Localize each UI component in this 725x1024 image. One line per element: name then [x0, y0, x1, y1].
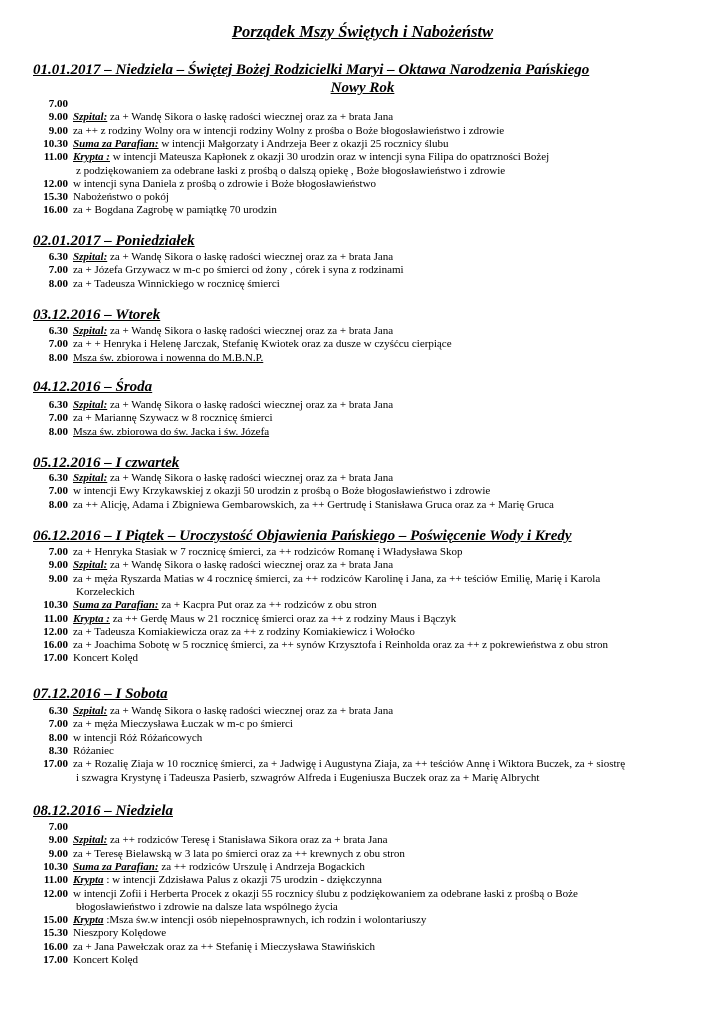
entry-time: 17.00 — [43, 954, 68, 966]
entry-intention — [73, 264, 713, 277]
entry-time: 8.00 — [48, 425, 68, 438]
schedule-entry — [0, 861, 725, 874]
schedule-entry — [0, 732, 725, 745]
entry-time: 6.30 — [48, 399, 68, 411]
entry-time: 6.30 — [48, 472, 68, 484]
entry-intention — [73, 178, 713, 191]
schedule-entry — [0, 352, 725, 365]
entry-time: 7.00 — [48, 338, 68, 351]
schedule-entry — [0, 941, 725, 954]
schedule-entry — [0, 325, 725, 338]
entry-intention — [73, 745, 713, 758]
entry-time: 12.00 — [43, 177, 68, 190]
schedule-entry — [0, 151, 725, 164]
schedule-entry — [0, 191, 725, 204]
entry-text: w intencji Małgorzaty i Andrzeja Beer z okazji 25 rocznicy ślubu — [158, 137, 449, 150]
entry-intention — [73, 472, 713, 485]
entry-intention — [73, 705, 713, 718]
entry-time: 8.00 — [48, 498, 68, 511]
entry-text: za + Bogdana Zagrobę w pamiątkę 70 urodzin — [73, 204, 277, 217]
schedule-entry — [0, 954, 725, 967]
entry-text: za ++ Alicję, Adama i Zbigniewa Gembarowskich, za ++ Gertrudę i Stanisława Gruca oraz za + Marię Gruca — [73, 498, 554, 511]
entry-time: 6.30 — [48, 251, 68, 263]
entry-location-label: Krypta : — [73, 151, 110, 164]
entry-intention — [73, 834, 713, 847]
schedule-entry — [0, 718, 725, 731]
entry-text: w intencji Zofii i Herberta Procek z okazji 55 rocznicy ślubu z podziękowaniem za odebrane łaski z prośbą o Boże — [73, 887, 578, 900]
entry-intention — [73, 204, 713, 217]
entry-text: w intencji syna Daniela z prośbą o zdrowie i Boże błogosławieństwo — [73, 177, 377, 190]
entry-time: 8.00 — [48, 731, 68, 744]
schedule-entry — [0, 138, 725, 151]
schedule-entry — [0, 125, 725, 138]
entry-text: za + Wandę Sikora o łaskę radości wiecznej oraz za + brata Jana — [107, 472, 394, 484]
entry-text: za + Mariannę Szywacz w 8 rocznicę śmierci — [73, 412, 273, 425]
schedule-entry — [0, 178, 725, 191]
entry-intention — [73, 914, 713, 927]
entry-intention — [73, 278, 713, 291]
schedule-entry — [0, 599, 725, 612]
entry-text: za ++ rodziców Urszulę i Andrzeja Bogackich — [158, 860, 365, 873]
entry-text: Nieszpory Kolędowe — [73, 927, 167, 940]
entry-location-label: Szpital: — [73, 251, 108, 263]
entry-text: Różaniec — [73, 744, 114, 757]
schedule-entry — [0, 745, 725, 758]
entry-location-label: Suma za Parafian: — [73, 599, 159, 612]
entry-time: 11.00 — [43, 612, 68, 625]
entry-intention — [73, 111, 713, 124]
entry-time: 12.00 — [43, 625, 68, 638]
entry-text: w intencji Ewy Krzykawskiej z okazji 50 urodzin z prośbą o Boże błogosławieństwo i zdrowie — [73, 485, 491, 498]
day-heading: 01.01.2017 – Niedziela – Świętej Bożej Rodzicielki Maryi – Oktawa Narodzenia Pańskiego — [33, 62, 590, 78]
entry-location-label: Szpital: — [73, 111, 108, 124]
schedule-entry — [0, 758, 725, 771]
day-heading: 06.12.2016 – I Piątek – Uroczystość Objawienia Pańskiego – Poświęcenie Wody i Kredy — [33, 528, 572, 544]
entry-text: za + Wandę Sikora o łaskę radości wiecznej oraz za + brata Jana — [107, 559, 394, 572]
entry-intention — [73, 639, 713, 652]
entry-time: 7.00 — [48, 485, 68, 498]
entry-intention — [73, 941, 713, 954]
schedule-entry — [0, 559, 725, 572]
day-heading: 08.12.2016 – Niedziela — [33, 803, 173, 819]
schedule-entry — [0, 412, 725, 425]
entry-text: za ++ rodziców Teresę i Stanisława Sikora oraz za + brata Jana — [107, 834, 388, 847]
entry-intention — [73, 426, 713, 439]
entry-time: 6.30 — [48, 325, 68, 337]
entry-location-label: Suma za Parafian: — [73, 860, 159, 873]
entry-time: 9.00 — [48, 111, 68, 124]
schedule-entry — [0, 472, 725, 485]
entry-time: 6.30 — [48, 705, 68, 717]
entry-time: 16.00 — [43, 639, 68, 652]
entry-time: 9.00 — [48, 559, 68, 572]
schedule-entry — [0, 264, 725, 277]
entry-text: Nabożeństwo o pokój — [73, 191, 169, 204]
entry-intention — [73, 191, 713, 204]
day-heading: 02.01.2017 – Poniedziałek — [33, 233, 195, 249]
entry-text: :Msza św.w intencji osób niepełnosprawnych, ich rodzin i wolontariuszy — [103, 914, 427, 927]
entry-text: za + Rozalię Ziaja w 10 rocznicę śmierci, za + Jadwigę i Augustyna Ziaja, za ++ teściów Annę i Wiktora Buczek, za + siostrę — [73, 758, 626, 771]
entry-intention — [73, 927, 713, 940]
page-title: Porządek Mszy Świętych i Nabożeństw — [231, 22, 494, 41]
entry-intention — [73, 954, 713, 967]
entry-intention — [73, 626, 713, 639]
entry-text: za + Józefa Grzywacz w m-c po śmierci od żony , córek i syna z rodzinami — [73, 264, 404, 277]
entry-text: za + Kacpra Put oraz za ++ rodziców z obu stron — [158, 599, 377, 612]
entry-time: 10.30 — [43, 860, 68, 873]
entry-text: za + Jana Pawełczak oraz za ++ Stefanię i Mieczysława Stawińskich — [73, 940, 376, 953]
entry-intention — [73, 848, 713, 861]
entry-continuation-text: Korzeleckich — [76, 585, 135, 598]
entry-time: 7.00 — [48, 718, 68, 731]
schedule-entry — [0, 821, 725, 834]
entry-time: 8.00 — [48, 277, 68, 290]
entry-text: za + + Henryka i Helenę Jarczak, Stefanię Kwiotek oraz za dusze w czyśćcu cierpiące — [73, 338, 452, 351]
entry-location-label: Szpital: — [73, 559, 108, 572]
entry-intention — [73, 338, 713, 351]
entry-location-label: Szpital: — [73, 472, 108, 484]
entry-text: w intencji Mateusza Kapłonek z okazji 30 urodzin oraz w intencji syna Filipa do opatrzności Bożej — [109, 151, 550, 164]
entry-time: 7.00 — [48, 264, 68, 277]
entry-intention — [73, 499, 713, 512]
entry-location-label: Szpital: — [73, 399, 108, 411]
entry-time: 7.00 — [48, 412, 68, 425]
entry-text: Koncert Kolęd — [73, 652, 139, 665]
schedule-entry — [0, 834, 725, 847]
entry-intention — [73, 125, 713, 138]
entry-text: za + męża Ryszarda Matias w 4 rocznicę śmierci, za ++ rodziców Karolinę i Jana, za ++ teściów Emilię, Marię i Karola — [73, 572, 601, 585]
entry-intention — [73, 546, 713, 559]
schedule-entry — [0, 652, 725, 665]
entry-intention — [73, 758, 713, 771]
entry-text: za + Tadeusza Winnickiego w rocznicę śmierci — [73, 277, 280, 290]
schedule-entry — [0, 888, 725, 901]
entry-time: 8.00 — [48, 351, 68, 364]
schedule-entry — [0, 874, 725, 887]
schedule-entry — [0, 705, 725, 718]
entry-text: za + Henryka Stasiak w 7 rocznicę śmierci, za ++ rodziców Romanę i Władysława Skop — [73, 546, 463, 558]
entry-time: 11.00 — [43, 151, 68, 164]
entry-time: 9.00 — [48, 847, 68, 860]
entry-text: za + Teresę Bielawską w 3 lata po śmierci oraz za ++ krewnych z obu stron — [73, 847, 405, 860]
entry-intention — [73, 138, 713, 151]
entry-time: 15.30 — [43, 191, 68, 204]
entry-text: Msza św. zbiorowa i nowenna do M.B.N.P. — [73, 351, 264, 364]
entry-intention — [73, 599, 713, 612]
entry-intention — [73, 485, 713, 498]
schedule-entry — [0, 251, 725, 264]
entry-intention — [73, 888, 713, 901]
entry-intention — [73, 874, 713, 887]
entry-location-label: Suma za Parafian: — [73, 137, 159, 150]
schedule-entry — [0, 573, 725, 586]
entry-time: 11.00 — [43, 874, 68, 887]
entry-text: za + Joachima Sobotę w 5 rocznicę śmierci, za ++ synów Krzysztofa i Reinholda oraz za ++ z pokrewieństwa z obu stron — [73, 639, 609, 652]
entry-intention — [73, 412, 713, 425]
entry-text: za ++ z rodziny Wolny ora w intencji rodziny Wolny z prośba o Boże błogosławieństwo i zdrowie — [73, 124, 505, 137]
schedule-entry — [0, 613, 725, 626]
entry-location-label: Szpital: — [73, 834, 108, 847]
entry-time: 12.00 — [43, 887, 68, 900]
entry-intention — [73, 732, 713, 745]
entry-location-label: Szpital: — [73, 705, 108, 717]
entry-text: za + Wandę Sikora o łaskę radości wiecznej oraz za + brata Jana — [107, 111, 394, 124]
schedule-entry — [0, 546, 725, 559]
entry-intention — [73, 718, 713, 731]
schedule-entry — [0, 426, 725, 439]
schedule-entry — [0, 204, 725, 217]
entry-text: za + Tadeusza Komiakiewicza oraz za ++ z rodziny Komiakiewicz i Wołoćko — [73, 625, 415, 638]
schedule-entry — [0, 98, 725, 111]
entry-text: za ++ Gerdę Maus w 21 rocznicę śmierci oraz za ++ z rodziny Maus i Bączyk — [109, 612, 457, 625]
schedule-entry — [0, 848, 725, 861]
entry-text: za + Wandę Sikora o łaskę radości wiecznej oraz za + brata Jana — [107, 399, 394, 411]
entry-time: 9.00 — [48, 572, 68, 585]
entry-continuation-text: i szwagra Krystynę i Tadeusza Pasierb, szwagrów Alfreda i Eugeniusza Buczek oraz za + Marię Albrycht — [76, 771, 540, 784]
entry-time: 17.00 — [43, 652, 68, 665]
schedule-entry — [0, 399, 725, 412]
entry-time: 16.00 — [43, 204, 68, 217]
entry-text: za + Wandę Sikora o łaskę radości wiecznej oraz za + brata Jana — [107, 251, 394, 263]
entry-intention — [73, 613, 713, 626]
entry-location-label: Szpital: — [73, 325, 108, 337]
day-heading: 07.12.2016 – I Sobota — [33, 686, 168, 702]
entry-intention — [73, 559, 713, 572]
entry-time: 16.00 — [43, 940, 68, 953]
entry-text: za + męża Mieczysława Łuczak w m-c po śmierci — [73, 718, 293, 731]
schedule-entry — [0, 639, 725, 652]
entry-text: za + Wandę Sikora o łaskę radości wiecznej oraz za + brata Jana — [107, 325, 394, 337]
schedule-entry — [0, 927, 725, 940]
entry-intention — [73, 652, 713, 665]
schedule-entry — [0, 499, 725, 512]
entry-time: 15.00 — [43, 914, 68, 927]
day-heading: 05.12.2016 – I czwartek — [33, 455, 180, 471]
schedule-entry — [0, 485, 725, 498]
entry-intention — [73, 325, 713, 338]
schedule-entry — [0, 914, 725, 927]
entry-text: Msza św. zbiorowa do św. Jacka i św. Józefa — [73, 425, 270, 438]
entry-continuation-text: z podziękowaniem za odebrane łaski z prośbą o dalszą opiekę , Boże błogosławieństwo i zdrowie — [76, 164, 506, 177]
entry-intention — [73, 151, 713, 164]
entry-time: 7.00 — [48, 546, 68, 558]
entry-location-label: Krypta — [73, 874, 104, 887]
day-heading: 04.12.2016 – Środa — [33, 379, 153, 395]
entry-time: 10.30 — [43, 137, 68, 150]
schedule-entry — [0, 278, 725, 291]
entry-time: 17.00 — [43, 758, 68, 771]
entry-time: 9.00 — [48, 124, 68, 137]
entry-time: 7.00 — [48, 821, 68, 833]
day-subheading: Nowy Rok — [330, 80, 395, 96]
entry-location-label: Krypta : — [73, 612, 110, 625]
entry-intention — [73, 573, 713, 586]
entry-text: za + Wandę Sikora o łaskę radości wiecznej oraz za + brata Jana — [107, 705, 394, 717]
entry-intention — [73, 251, 713, 264]
entry-time: 9.00 — [48, 834, 68, 847]
entry-time: 15.30 — [43, 927, 68, 940]
entry-time: 10.30 — [43, 599, 68, 612]
day-heading: 03.12.2016 – Wtorek — [33, 307, 161, 323]
entry-location-label: Krypta — [73, 914, 104, 927]
entry-text: Koncert Kolęd — [73, 954, 139, 966]
entry-intention — [73, 399, 713, 412]
schedule-entry — [0, 338, 725, 351]
entry-intention — [73, 352, 713, 365]
schedule-entry — [0, 111, 725, 124]
entry-continuation-text: błogosławieństwo i zdrowie na dalsze lata wspólnego życia — [76, 900, 338, 913]
entry-text: : w intencji Zdzisława Palus z okazji 75 urodzin - dziękczynna — [103, 874, 382, 887]
entry-text: w intencji Róż Różańcowych — [73, 731, 203, 744]
schedule-entry — [0, 626, 725, 639]
entry-intention — [73, 861, 713, 874]
entry-time: 8.30 — [48, 744, 68, 757]
entry-time: 7.00 — [48, 98, 68, 110]
